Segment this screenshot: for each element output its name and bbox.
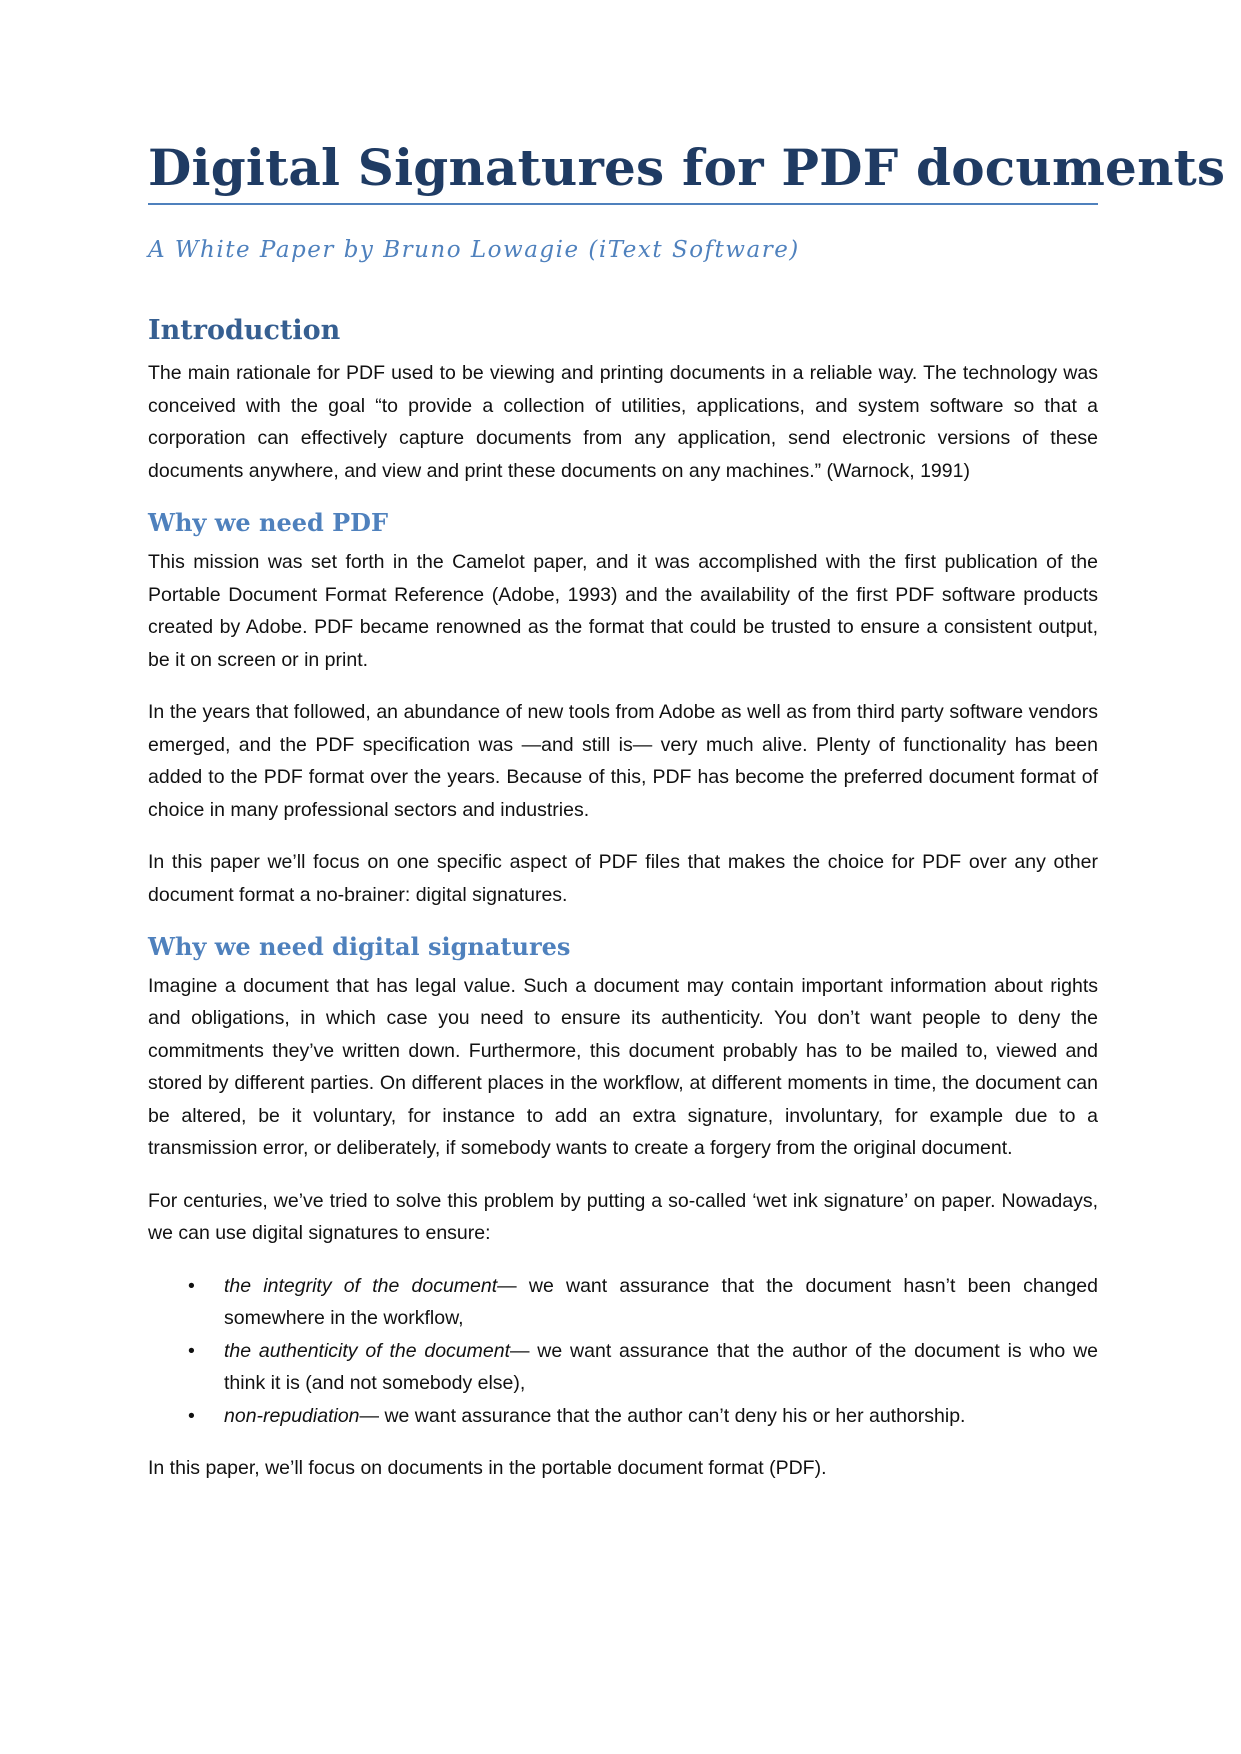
list-item-term: the integrity of the document (224, 1274, 498, 1297)
list-item (188, 1270, 1098, 1335)
subsection-heading-why-signatures: Why we need digital signatures (148, 932, 571, 962)
list-item (188, 1400, 1098, 1433)
list-item (188, 1335, 1098, 1400)
signature-benefits-list (148, 1270, 1098, 1433)
list-item-term: non-repudiation (224, 1404, 360, 1427)
bullet-icon: • (188, 1339, 195, 1362)
bullet-icon: • (188, 1404, 195, 1427)
why-pdf-paragraph-3: In this paper we’ll focus on one specific aspect of PDF files that makes the choice for PDF over any other document format a no-brainer: digital signatures. (148, 851, 1098, 906)
document-subtitle: A White Paper by Bruno Lowagie (iText Software) (148, 237, 800, 263)
list-item-term: the authenticity of the document (224, 1339, 510, 1362)
bullet-icon: • (188, 1274, 195, 1297)
why-pdf-paragraph-2: In the years that followed, an abundance of new tools from Adobe as well as from third party software vendors emerged, and the PDF specification was —and still is— very much alive. Plenty of functionality has been added to the PDF format over the years. Because of this, PDF has become the preferred document format of choice in many professional sectors and industries. (148, 701, 1098, 821)
document-page (148, 138, 1226, 1505)
introduction-paragraph: The main rationale for PDF used to be viewing and printing documents in a reliable way. The technology was conceived with the goal “to provide a collection of utilities, applications, and system software so that a corporation can effectively capture documents from any application, send electronic versions of these documents anywhere, and view and print these documents on any machines.” (Warnock, 1991) (148, 362, 1098, 482)
why-pdf-paragraph-1: This mission was set forth in the Camelot paper, and it was accomplished with the first publication of the Portable Document Format Reference (Adobe, 1993) and the availability of the first PDF software products created by Adobe. PDF became renowned as the format that could be trusted to ensure a consistent output, be it on screen or in print. (148, 551, 1098, 671)
list-item-text: — we want assurance that the author of the document is who we think it is (and not somebody else), (224, 1339, 1098, 1395)
subsection-heading-why-pdf: Why we need PDF (148, 508, 389, 538)
list-item-text: — we want assurance that the document hasn’t been changed somewhere in the workflow, (224, 1274, 1098, 1330)
why-signatures-paragraph-1: Imagine a document that has legal value. Such a document may contain important information about rights and obligations, in which case you need to ensure its authenticity. You don’t want people to deny the commitments they’ve written down. Furthermore, this document probably has to be mailed to, viewed and stored by different parties. On different places in the workflow, at different moments in time, the document can be altered, be it voluntary, for instance to add an extra signature, involuntary, for example due to a transmission error, or deliberately, if somebody wants to create a forgery from the original document. (148, 974, 1098, 1160)
section-heading-introduction: Introduction (148, 315, 341, 346)
closing-paragraph: In this paper, we’ll focus on documents in the portable document format (PDF). (148, 1457, 827, 1480)
document-title: Digital Signatures for PDF documents (148, 140, 1098, 205)
why-signatures-paragraph-2: For centuries, we’ve tried to solve this problem by putting a so-called ‘wet ink signature’ on paper. Nowadays, we can use digital signatures to ensure: (148, 1189, 1098, 1245)
list-item-text: — we want assurance that the author can’t deny his or her authorship. (359, 1404, 966, 1427)
